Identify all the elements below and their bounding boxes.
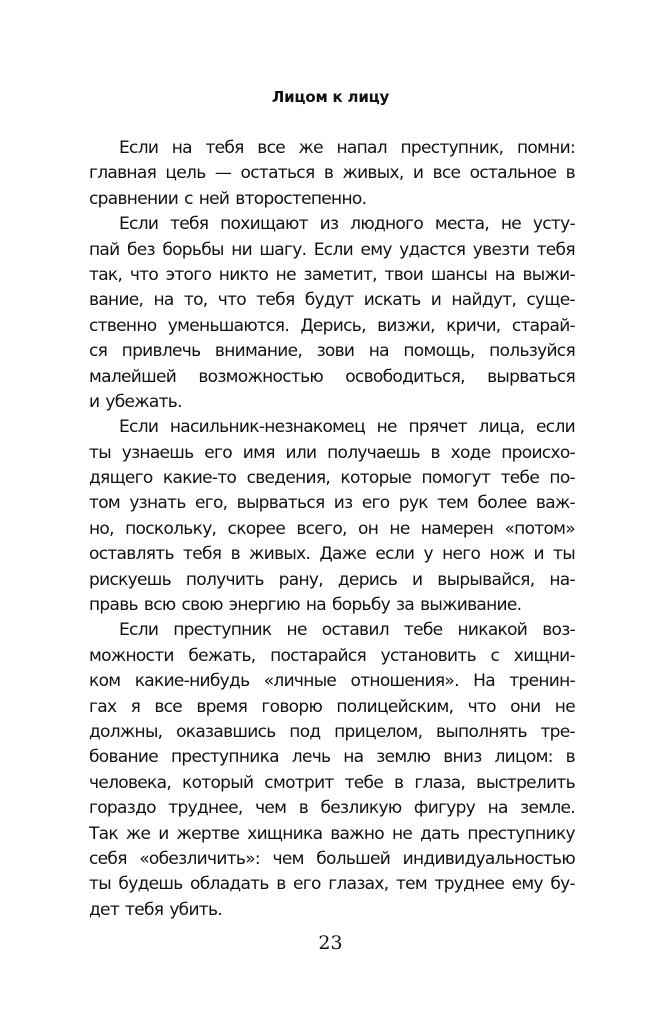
text-line: гораздо труднее, чем в безликую фигуру на земле.: [89, 798, 575, 819]
text-line: ся привлечь внимание, зови на помощь, пользуйся: [89, 341, 575, 362]
text-line: правь всю свою энергию на борьбу за выживание.: [89, 595, 522, 616]
text-line: сравнении с ней второстепенно.: [89, 188, 367, 209]
text-line: ственно уменьшаются. Дерись, визжи, кричи, старай-: [89, 315, 575, 336]
text-line: должны, оказавшись под прицелом, выполнять тре-: [89, 721, 575, 742]
text-line: Если преступник не оставил тебе никакой воз-: [119, 620, 575, 641]
text-line: себя «обезличить»: чем большей индивидуальностью: [89, 848, 575, 869]
text-line: но, поскольку, скорее всего, он не намерен «потом»: [89, 518, 575, 539]
text-line: главная цель — остаться в живых, и все остальное в: [89, 163, 575, 184]
text-line: ты будешь обладать в его глазах, тем труднее ему бу-: [89, 874, 575, 895]
text-line: ты узнаешь его имя или получаешь в ходе происхо-: [89, 442, 575, 463]
running-head: Лицом к лицу: [271, 88, 390, 106]
body-text: [89, 136, 575, 923]
text-line: Если на тебя все же напал преступник, помни:: [119, 138, 575, 158]
text-line: так, что этого никто не заметит, твои шансы на выжи-: [89, 264, 575, 285]
text-line: можности бежать, постарайся установить с хищни-: [89, 645, 575, 666]
text-line: вание, на то, что тебя будут искать и найдут, суще-: [89, 290, 575, 311]
text-line: оставлять тебя в живых. Даже если у него нож и ты: [89, 544, 575, 565]
text-line: бование преступника лечь на землю вниз лицом: в: [89, 747, 575, 768]
text-line: дет тебя убить.: [89, 899, 223, 920]
text-line: человека, который смотрит тебе в глаза, выстрелить: [89, 772, 575, 793]
text-line: Если тебя похищают из людного места, не усту-: [119, 214, 575, 235]
text-line: гах я все время говорю полицейским, что они не: [89, 696, 575, 717]
text-line: том узнать его, вырваться из его рук тем более важ-: [89, 493, 575, 514]
text-line: Так же и жертве хищника важно не дать преступнику: [89, 823, 575, 844]
text-line: Если насильник-незнакомец не прячет лица, если: [119, 417, 575, 438]
text-line: ком какие-нибудь «личные отношения». На тренин-: [89, 671, 575, 692]
page-number: 23: [318, 932, 343, 954]
text-line: дящего какие-то сведения, которые помогут тебе по-: [89, 468, 575, 489]
text-line: пай без борьбы ни шагу. Если ему удастся увезти тебя: [89, 239, 575, 260]
text-line: рискуешь получить рану, дерись и вырывайся, на-: [89, 569, 575, 590]
text-line: и убежать.: [89, 391, 182, 412]
text-line: малейшей возможностью освободиться, вырваться: [89, 366, 575, 387]
